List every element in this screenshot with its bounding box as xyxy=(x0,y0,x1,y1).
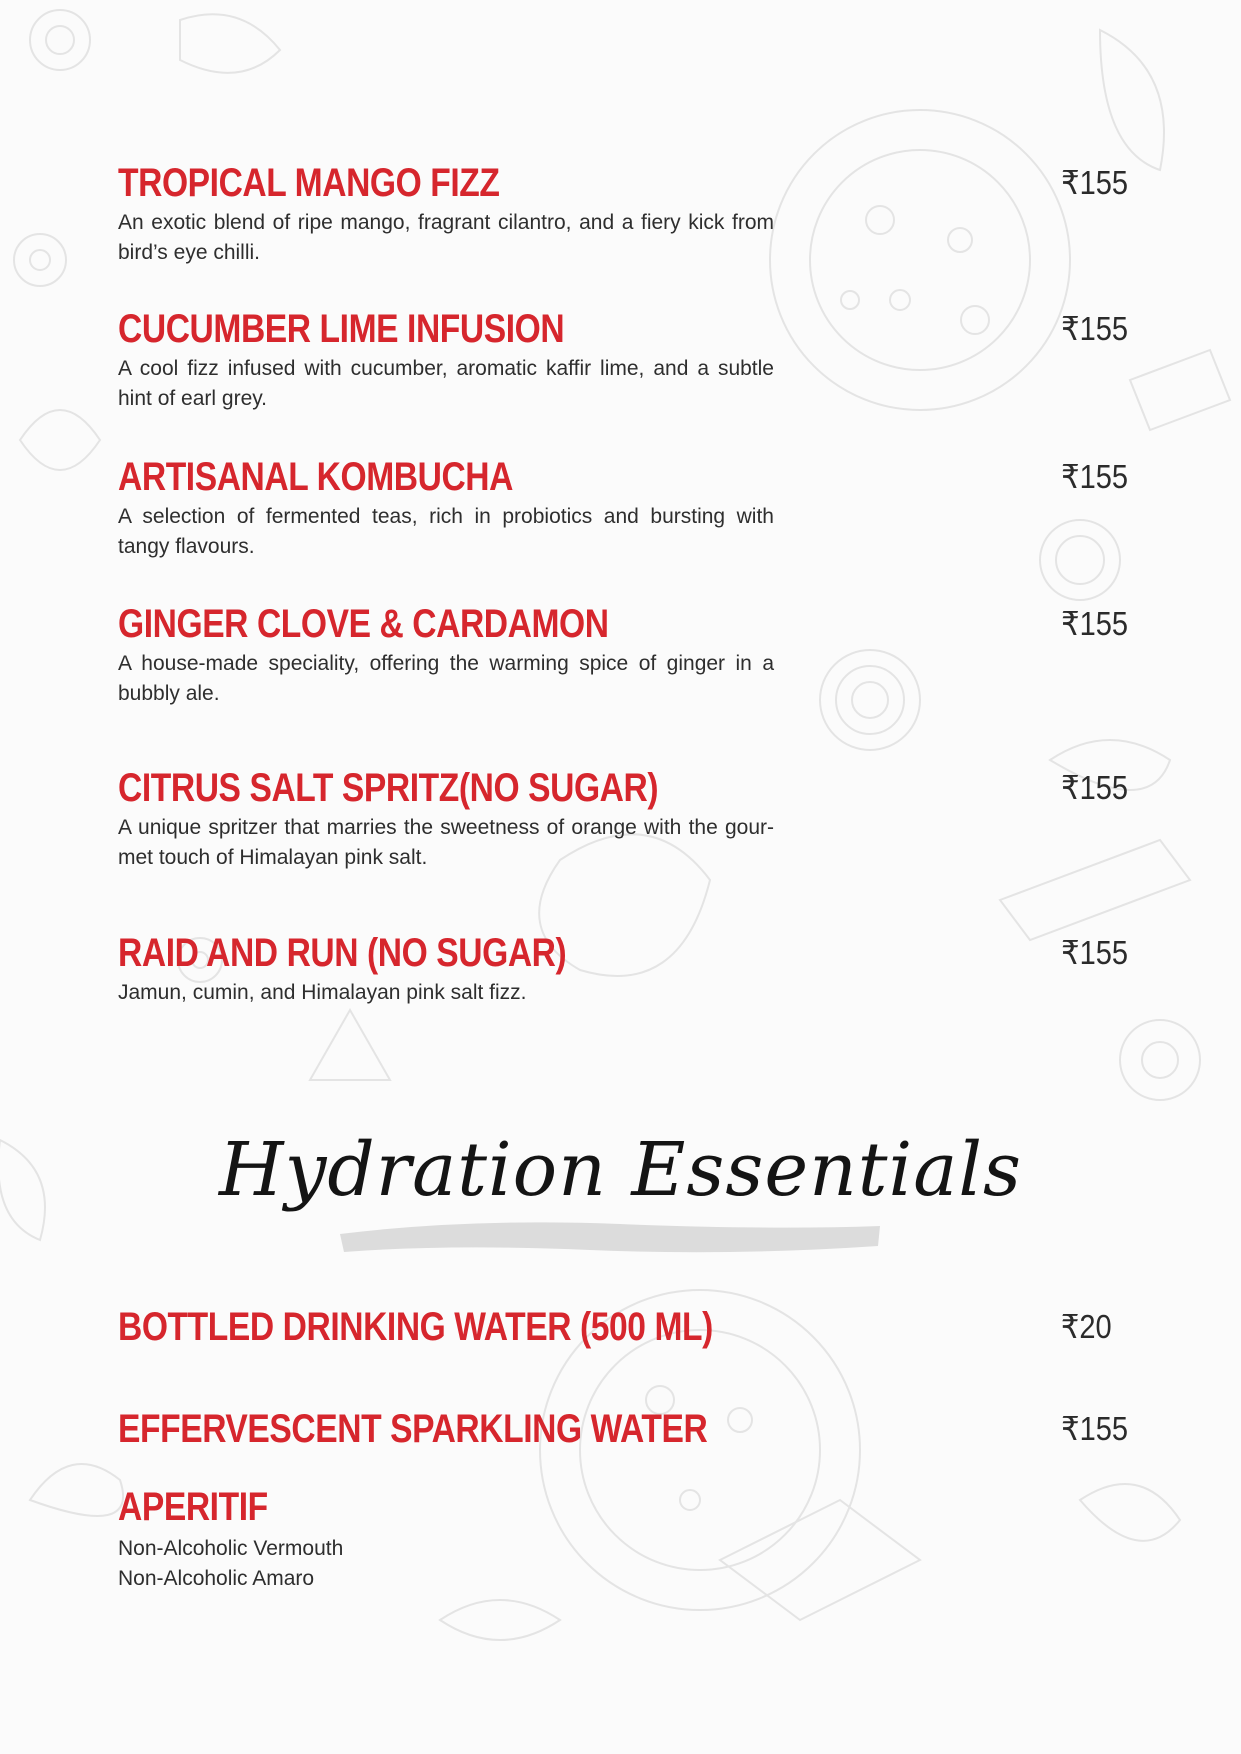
item-name: CUCUMBER LIME INFUSION xyxy=(118,307,565,351)
item-name: TROPICAL MANGO FIZZ xyxy=(118,161,500,205)
brush-stroke-underline xyxy=(330,1212,890,1262)
item-name: EFFERVESCENT SPARKLING WATER xyxy=(118,1407,708,1451)
item-description: A house-made speciality, offering the warming spice of ginger in a bubbly ale. xyxy=(118,652,774,705)
item-name: BOTTLED DRINKING WATER (500 ML) xyxy=(118,1305,713,1349)
item-price: ₹155 xyxy=(1061,769,1128,806)
menu-item xyxy=(118,603,1128,709)
menu-item xyxy=(118,1306,1128,1348)
menu-item xyxy=(118,308,1128,414)
item-price: ₹155 xyxy=(1061,164,1128,201)
item-description: An exotic blend of ripe mango, fragrant cilantro, and a fiery kick from bird’s eye chilli. xyxy=(118,211,774,264)
item-name: RAID AND RUN (NO SUGAR) xyxy=(118,931,567,975)
item-name: CITRUS SALT SPRITZ(NO SUGAR) xyxy=(118,766,659,810)
item-price: ₹155 xyxy=(1061,310,1128,347)
item-description: A unique spritzer that marries the sweetness of orange with the gour-met touch of Himalayan pink salt. xyxy=(118,816,774,869)
menu-item xyxy=(118,767,1128,873)
sub-item: Non-Alcoholic Vermouth xyxy=(118,1537,344,1560)
menu-item xyxy=(118,456,1128,562)
item-description xyxy=(118,1534,774,1594)
item-price: ₹155 xyxy=(1061,605,1128,642)
menu-item xyxy=(118,1408,1128,1450)
item-price: ₹155 xyxy=(1061,1410,1128,1447)
item-name: APERITIF xyxy=(118,1485,268,1529)
menu-item xyxy=(118,1486,1128,1594)
menu-item xyxy=(118,162,1128,268)
item-price: ₹155 xyxy=(1061,458,1128,495)
item-description: Jamun, cumin, and Himalayan pink salt fizz. xyxy=(118,981,527,1004)
sub-item: Non-Alcoholic Amaro xyxy=(118,1567,315,1590)
item-description: A cool fizz infused with cucumber, aromatic kaffir lime, and a subtle hint of earl grey. xyxy=(118,357,774,410)
item-price: ₹155 xyxy=(1061,934,1128,971)
item-name: GINGER CLOVE & CARDAMON xyxy=(118,602,609,646)
section-title: Hydration Essentials xyxy=(219,1127,1022,1213)
item-price: ₹20 xyxy=(1061,1308,1112,1345)
item-description: A selection of fermented teas, rich in probiotics and bursting with tangy flavours. xyxy=(118,505,774,558)
item-name: ARTISANAL KOMBUCHA xyxy=(118,455,514,499)
menu-item xyxy=(118,932,1128,1008)
